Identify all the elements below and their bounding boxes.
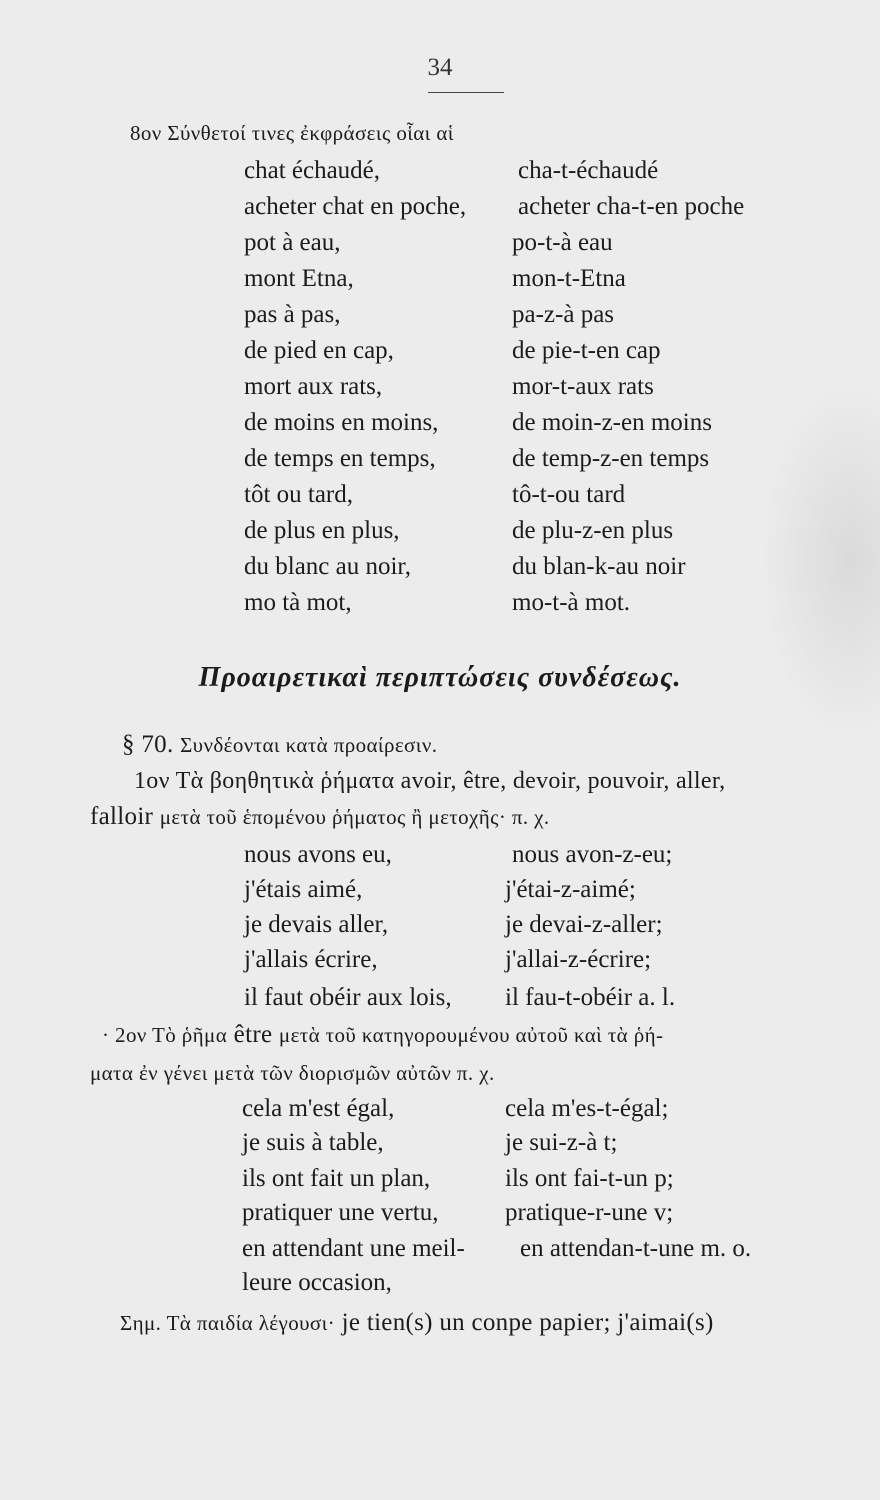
pair-right: j'allai-z-écrire;	[505, 946, 652, 973]
pair-left: de pied en cap,	[244, 337, 394, 364]
pair-right: je sui-z-à t;	[505, 1129, 618, 1156]
pair-right: cha-t-échaudé	[518, 157, 659, 184]
item2-french-word: être	[233, 1021, 273, 1048]
pair-left: de moins en moins,	[244, 409, 439, 436]
note-line	[120, 1308, 714, 1338]
pair-right: tô-t-ou tard	[512, 481, 626, 508]
pair-left: de temps en temps,	[244, 445, 436, 472]
item2-line-a	[102, 1020, 663, 1050]
pair-left: chat échaudé,	[244, 157, 381, 184]
section-heading: Προαιρετικαὶ περιπτώσεις συνδέσεως.	[198, 662, 682, 693]
page-number-rule	[428, 92, 504, 93]
pair-right: de plu-z-en plus	[512, 517, 674, 544]
pair-right: pratique-r-une v;	[505, 1199, 674, 1226]
pair-right: acheter cha-t-en poche	[518, 193, 745, 220]
pair-right: je devai-z-aller;	[505, 911, 663, 938]
paragraph-title	[122, 730, 437, 760]
pair-right: po-t-à eau	[512, 229, 613, 256]
pair-right: pa-z-à pas	[512, 301, 615, 328]
pair-left: leure occasion,	[242, 1269, 392, 1296]
pair-left: je suis à table,	[242, 1129, 384, 1156]
pair-right: cela m'es-t-égal;	[505, 1095, 669, 1122]
item1-greek-text: μετὰ τοῦ ἑπομένου ῥήματος ἢ μετοχῆς· π. χ.	[159, 805, 550, 829]
pair-right: mor-t-aux rats	[512, 373, 654, 400]
pair-left: cela m'est égal,	[242, 1095, 395, 1122]
pair-left: du blanc au noir,	[244, 553, 412, 580]
item2-prefix: · 2ον Τὸ ῥῆμα	[102, 1023, 228, 1047]
pair-left: mo tà mot,	[244, 589, 352, 616]
note-greek: Σημ. Τὰ παιδία λέγουσι·	[120, 1311, 336, 1335]
item2-greek-text: μετὰ τοῦ κατηγορουμένου αὐτοῦ καὶ τὰ ῥή-	[278, 1023, 664, 1047]
pair-right: de pie-t-en cap	[512, 337, 661, 364]
section-mark: § 70.	[122, 731, 174, 758]
pair-left: je devais aller,	[244, 911, 389, 938]
pair-right: en attendan-t-une m. o.	[520, 1235, 752, 1262]
pair-right: nous avon-z-eu;	[512, 841, 673, 868]
pair-right: j'étai-z-aimé;	[505, 876, 636, 903]
pair-left: nous avons eu,	[244, 841, 392, 868]
item1-line-b	[90, 802, 550, 832]
pair-right: du blan-k-au noir	[512, 553, 686, 580]
pair-right: mon-t-Etna	[512, 265, 626, 292]
pair-left: pratiquer une vertu,	[242, 1199, 439, 1226]
item2-line-b: ματα ἐν γένει μετὰ τῶν διορισμῶν αὐτῶν π. χ.	[90, 1061, 495, 1085]
pair-left: de plus en plus,	[244, 517, 400, 544]
pair-left: tôt ou tard,	[244, 481, 354, 508]
paragraph-title-text: Συνδέονται κατὰ προαίρεσιν.	[180, 733, 438, 757]
pair-left: mort aux rats,	[244, 373, 383, 400]
pair-left: pas à pas,	[244, 301, 341, 328]
pair-right: de temp-z-en temps	[512, 445, 710, 472]
note-french: je tien(s) un conpe papier; j'aimai(s)	[341, 1309, 714, 1336]
item1-line-a: 1ον Τὰ βοηθητικὰ ῥήματα avoir, être, devoir, pouvoir, aller,	[134, 768, 726, 794]
pair-left: en attendant une meil-	[242, 1235, 465, 1262]
pair-left: ils ont fait un plan,	[242, 1165, 431, 1192]
pair-right: mo-t-à mot.	[512, 589, 631, 616]
pair-right: ils ont fai-t-un p;	[505, 1165, 674, 1192]
pair-left: mont Etna,	[244, 265, 354, 292]
pair-left: acheter chat en poche,	[244, 193, 467, 220]
page-number: 34	[427, 54, 453, 81]
item1-french-word: falloir	[90, 803, 154, 830]
pair-left: il faut obéir aux lois,	[244, 984, 452, 1011]
pair-right: il fau-t-obéir a. l.	[505, 984, 676, 1011]
pair-left: j'étais aimé,	[244, 876, 363, 903]
pair-right: de moin-z-en moins	[512, 409, 712, 436]
pair-left: pot à eau,	[244, 229, 341, 256]
section8-intro: 8ον Σύνθετοί τινες ἐκφράσεις οἷαι αἱ	[130, 121, 454, 145]
pair-left: j'allais écrire,	[244, 946, 378, 973]
